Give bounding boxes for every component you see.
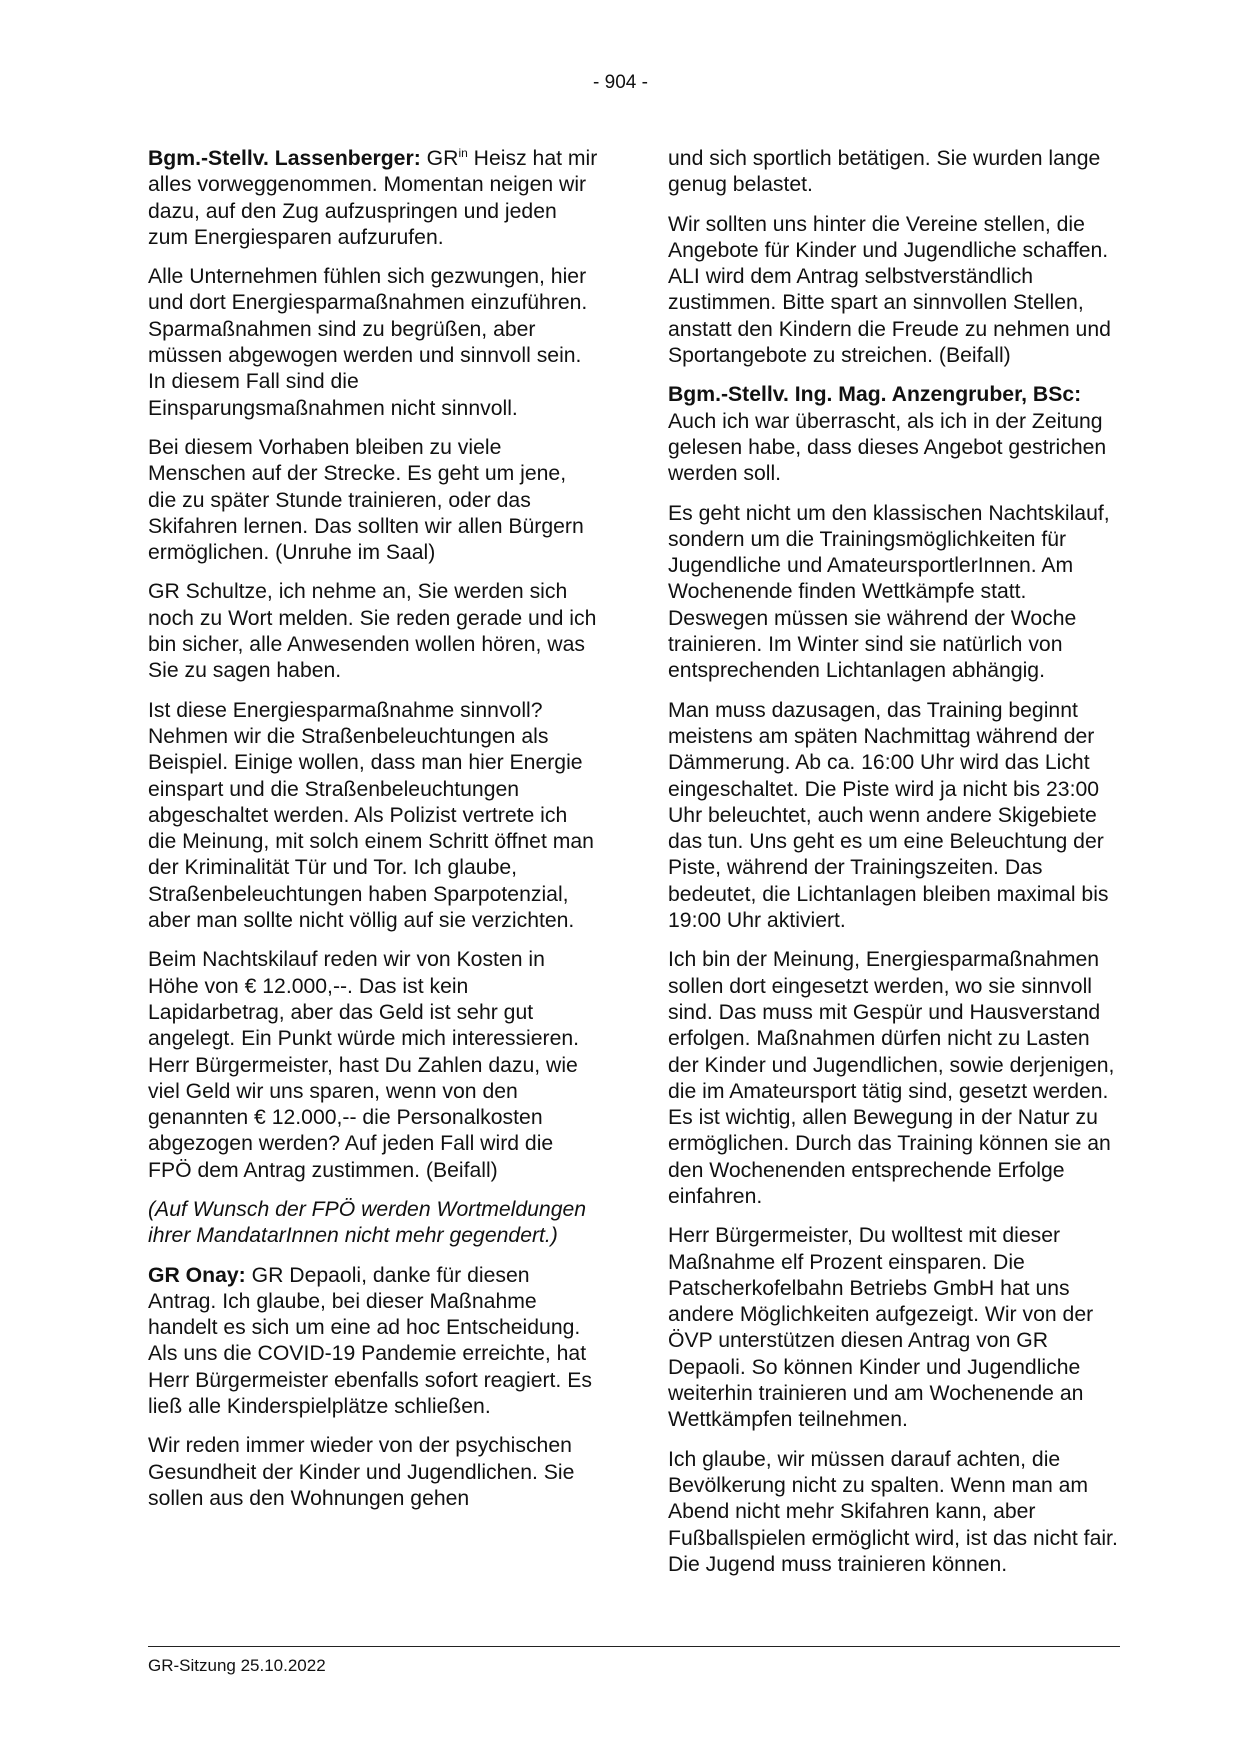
paragraph [668, 382, 1120, 487]
right-column [668, 146, 1120, 1591]
paragraph: Ist diese Energiesparmaßnahme sinnvoll? Nehmen wir die Straßenbeleuchtungen als Beispiel. Einige wollen, dass man hier Energie einspart und die Straßenbeleuchtungen abgeschaltet werden. Als Polizist vertrete ich die Meinung, mit solch einem Schritt öffnet man der Kriminalität Tür und Tor. Ich glaube, Straßenbeleuchtungen haben Sparpotenzial, aber man sollte nicht völlig auf sie verzichten. [148, 698, 594, 933]
paragraph: Ich glaube, wir müssen darauf achten, die Bevölkerung nicht zu spalten. Wenn man am Abend nicht mehr Skifahren kann, aber Fußballspielen ermöglicht wird, ist das nicht fair. Die Jugend muss trainieren können. [668, 1447, 1118, 1576]
paragraph: Wir sollten uns hinter die Vereine stellen, die Angebote für Kinder und Jugendliche schaffen. ALI wird dem Antrag selbstverständlich zustimmen. Bitte spart an sinnvollen Stellen, anstatt den Kindern die Freude zu nehmen und Sportangebote zu streichen. (Beifall) [668, 212, 1111, 368]
paragraph: Wir reden immer wieder von der psychischen Gesundheit der Kinder und Jugendlichen. Sie sollen aus den Wohnungen gehen [148, 1434, 575, 1510]
paragraph: Herr Bürgermeister, Du wolltest mit dieser Maßnahme elf Prozent einsparen. Die Patscherkofelbahn Betriebs GmbH hat uns andere Möglichkeiten aufgezeigt. Wir von der ÖVP unterstützen diesen Antrag von GR Depaoli. So können Kinder und Jugendliche weiterhin trainieren und am Wochenende an Wettkämpfen teilnehmen. [668, 1224, 1094, 1432]
paragraph-text: GR Depaoli, danke für diesen Antrag. Ich glaube, bei dieser Maßnahme handelt es sich um eine ad hoc Entscheidung. Als uns die COVID-19 Pandemie erreichte, hat Herr Bürgermeister ebenfalls sofort reagiert. Es ließ alle Kinderspielplätze schließen. [148, 1263, 592, 1419]
paragraph: Bei diesem Vorhaben bleiben zu viele Menschen auf der Strecke. Es geht um jene, die zu später Stunde trainieren, oder das Skifahren lernen. Das sollten wir allen Bürgern ermöglichen. (Unruhe im Saal) [148, 435, 584, 565]
speaker-name: Bgm.-Stellv. Ing. Mag. Anzengruber, BSc: [668, 383, 1082, 407]
paragraph: Alle Unternehmen fühlen sich gezwungen, hier und dort Energiesparmaßnahmen einzuführen. Sparmaßnahmen sind zu begrüßen, aber müssen abgewogen werden und sinnvoll sein. In diesem Fall sind die Einsparungsmaßnahmen nicht sinnvoll. [148, 265, 588, 420]
paragraph: und sich sportlich betätigen. Sie wurden lange genug belastet. [668, 147, 1101, 197]
speaker-name: Bgm.-Stellv. Lassenberger: [148, 147, 421, 170]
paragraph: Ich bin der Meinung, Energiesparmaßnahmen sollen dort eingesetzt werden, wo sie sinnvoll sind. Das muss mit Gespür und Hausverstand erfolgen. Maßnahmen dürfen nicht zu Lasten der Kinder und Jugendlichen, sowie derjenigen, die im Amateursport tätig sind, gesetzt werden. Es ist wichtig, allen Bewegung in der Natur zu ermöglichen. Durch das Training können sie an den Wochenenden entsprechende Erfolge einfahren. [668, 948, 1115, 1208]
superscript: in [458, 146, 468, 160]
page-number: - 904 - [593, 72, 648, 93]
paragraph: Es geht nicht um den klassischen Nachtskilauf, sondern um die Trainingsmöglichkeiten für Jugendliche und AmateursportlerInnen. Am Wochenende finden Wettkämpfe statt. Deswegen müssen sie während der Woche trainieren. Im Winter sind sie natürlich von entsprechenden Lichtanlagen abhängig. [668, 501, 1110, 683]
left-column [148, 146, 600, 1525]
paragraph: Man muss dazusagen, das Training beginnt meistens am späten Nachmittag während der Dämmerung. Ab ca. 16:00 Uhr wird das Licht eingeschaltet. Die Piste wird ja nicht bis 23:00 Uhr beleuchtet, auch wenn andere Skigebiete das tun. Uns geht es um eine Beleuchtung der Piste, während der Trainingszeiten. Das bedeutet, die Lichtanlagen bleiben maximal bis 19:00 Uhr aktiviert. [668, 698, 1109, 933]
paragraph [148, 1263, 600, 1421]
editorial-note: (Auf Wunsch der FPÖ werden Wortmeldungen ihrer MandatarInnen nicht mehr gegendert.) [148, 1197, 587, 1248]
paragraph-text: Heisz hat mir alles vorweggenommen. Momentan neigen wir dazu, auf den Zug aufzuspringen und jeden zum Energiesparen aufzurufen. [148, 147, 598, 249]
footer-divider [148, 1646, 1120, 1647]
speaker-name: GR Onay: [148, 1263, 246, 1287]
paragraph-text: Auch ich war überrascht, als ich in der Zeitung gelesen habe, dass dieses Angebot gestrichen werden soll. [668, 409, 1107, 486]
paragraph-text: GR [420, 147, 459, 170]
paragraph: Beim Nachtskilauf reden wir von Kosten in Höhe von € 12.000,--. Das ist kein Lapidarbetrag, aber das Geld ist sehr gut angelegt. Ein Punkt würde mich interessieren. Herr Bürgermeister, hast Du Zahlen dazu, wie viel Geld wir uns sparen, wenn von den genannten € 12.000,-- die Personalkosten abgezogen werden? Auf jeden Fall wird die FPÖ dem Antrag zustimmen. (Beifall) [148, 948, 580, 1182]
paragraph: GR Schultze, ich nehme an, Sie werden sich noch zu Wort melden. Sie reden gerade und ich bin sicher, alle Anwesenden wollen hören, was Sie zu sagen haben. [148, 580, 597, 683]
paragraph [148, 146, 600, 251]
footer-text: GR-Sitzung 25.10.2022 [148, 1656, 326, 1675]
